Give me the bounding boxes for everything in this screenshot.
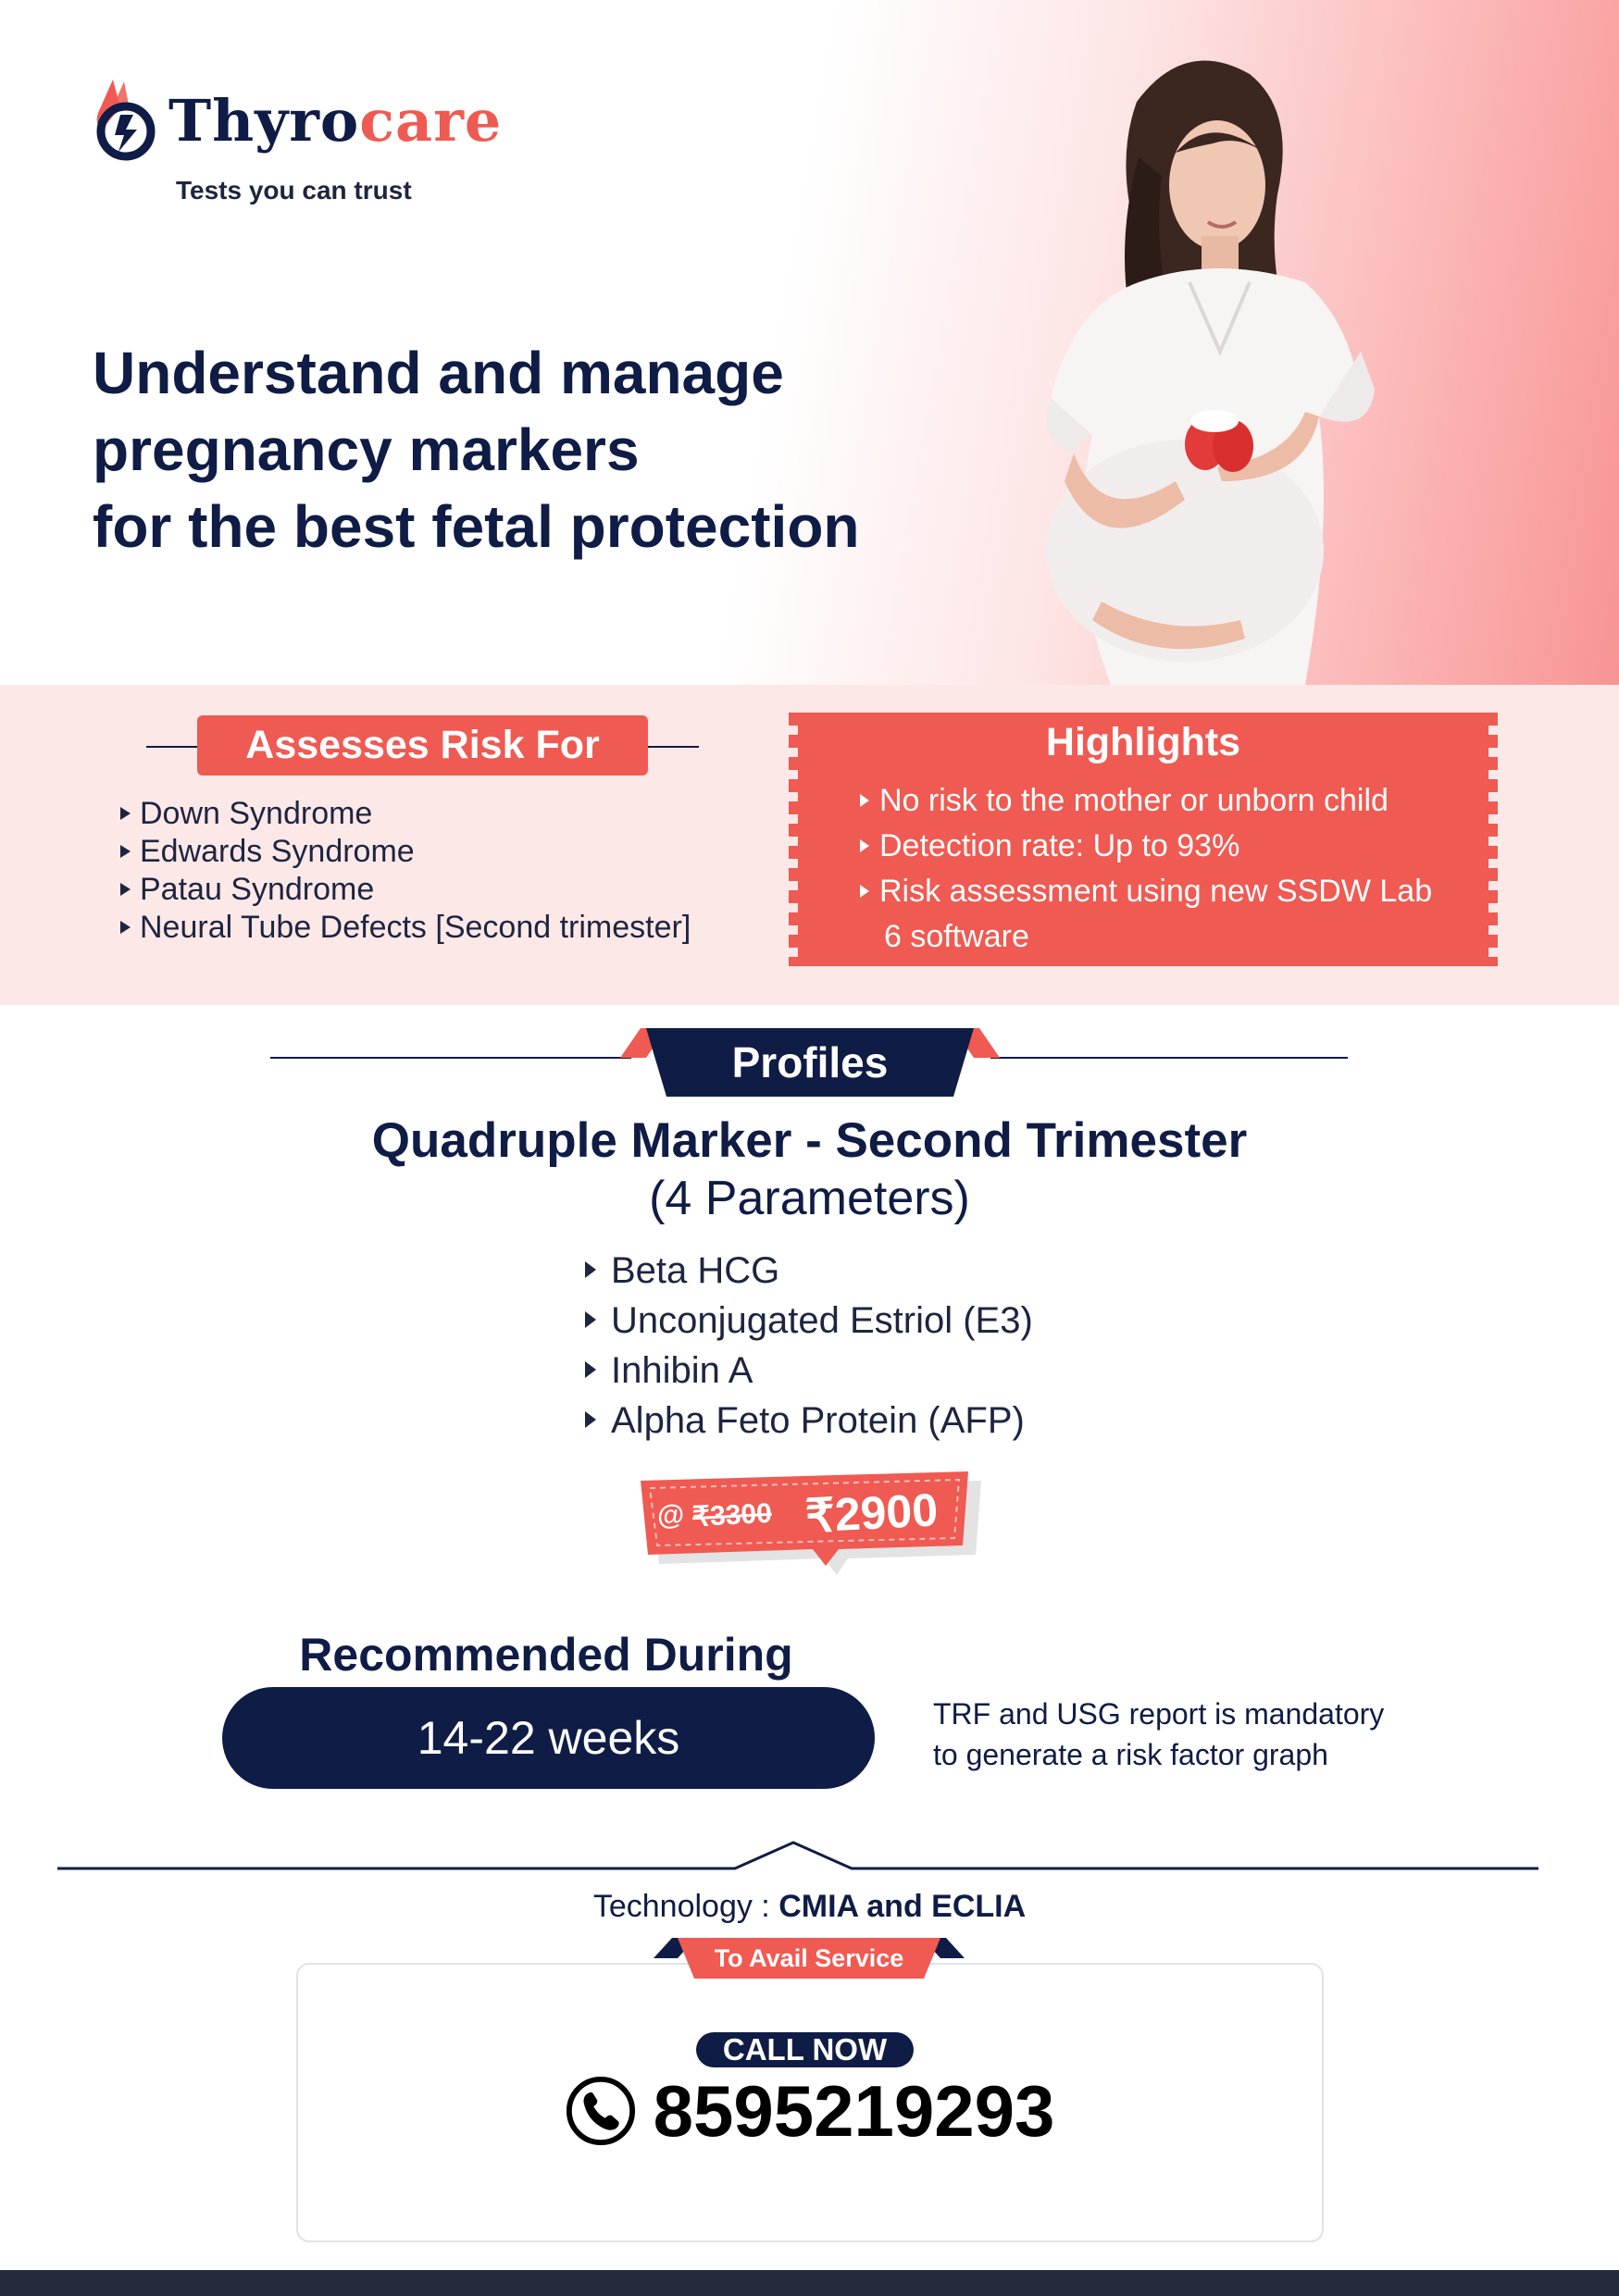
risk-title: Assesses Risk For [197,715,648,776]
brand-name-part1: Thyro [168,86,360,155]
profile-title: Quadruple Marker - Second Trimester [371,1113,1248,1168]
risk-list [117,795,691,947]
brand-name-part2: care [359,86,503,155]
list-item-continuation: 6 software [884,919,1029,954]
list-item: Beta HCG [581,1246,1033,1296]
profile-subtitle: (4 Parameters) [649,1172,970,1225]
recommended-title: Recommended During [299,1629,793,1681]
phone-number[interactable]: 8595219293 [653,2070,1055,2152]
recommended-note [933,1694,1451,1775]
list-item: Alpha Feto Protein (AFP) [581,1396,1033,1446]
section-divider [57,1837,1538,1874]
list-item: Neural Tube Defects [Second trimester] [117,909,691,947]
profiles-label: Profiles [731,1038,889,1086]
technology-line [0,1886,1619,1927]
call-now-badge[interactable]: CALL NOW [696,2032,914,2067]
note-line-1: TRF and USG report is mandatory [933,1697,1385,1731]
price-prefix: @ [656,1499,686,1532]
phone-icon [565,2075,637,2147]
technology-value: CMIA and ECLIA [778,1889,1027,1924]
headline-line-1: Understand and manage [93,340,784,406]
highlights-list [856,778,1467,960]
price-old: ₹3300 [691,1497,773,1533]
thyrocare-logo [93,76,502,165]
headline-line-3: for the best fetal protection [93,493,860,560]
profiles-rule-right [990,1057,1348,1059]
phone-row[interactable] [0,2070,1619,2152]
list-item: Edwards Syndrome [117,833,691,871]
profiles-rule-left [270,1057,631,1059]
headline-line-2: pregnancy markers [93,416,640,483]
note-line-2: to generate a risk factor graph [933,1738,1328,1771]
bottom-bar [0,2270,1619,2296]
list-item: No risk to the mother or unborn child [856,778,1467,824]
pregnant-woman-photo [1000,46,1592,685]
technology-label: Technology : [592,1889,779,1924]
list-item: Inhibin A [581,1346,1033,1396]
list-item: Down Syndrome [117,795,691,833]
list-item: Patau Syndrome [117,871,691,909]
hero-section [0,0,1619,685]
list-item: Risk assessment using new SSDW Lab [856,869,1467,914]
price-new: ₹2900 [803,1483,940,1543]
risk-title-rule-right [645,746,699,748]
avail-service-label: To Avail Service [714,1944,904,1972]
parameter-list [581,1246,1033,1446]
hero-headline [93,335,1018,565]
risk-title-rule-left [146,746,200,748]
list-item: Unconjugated Estriol (E3) [581,1296,1033,1346]
highlights-title: Highlights [1045,720,1241,764]
blood-drop-logo-icon [93,76,156,165]
recommended-period: 14-22 weeks [222,1687,875,1789]
list-item: Detection rate: Up to 93% [856,824,1467,869]
brand-tagline: Tests you can trust [176,176,412,205]
brand-name [168,87,502,155]
